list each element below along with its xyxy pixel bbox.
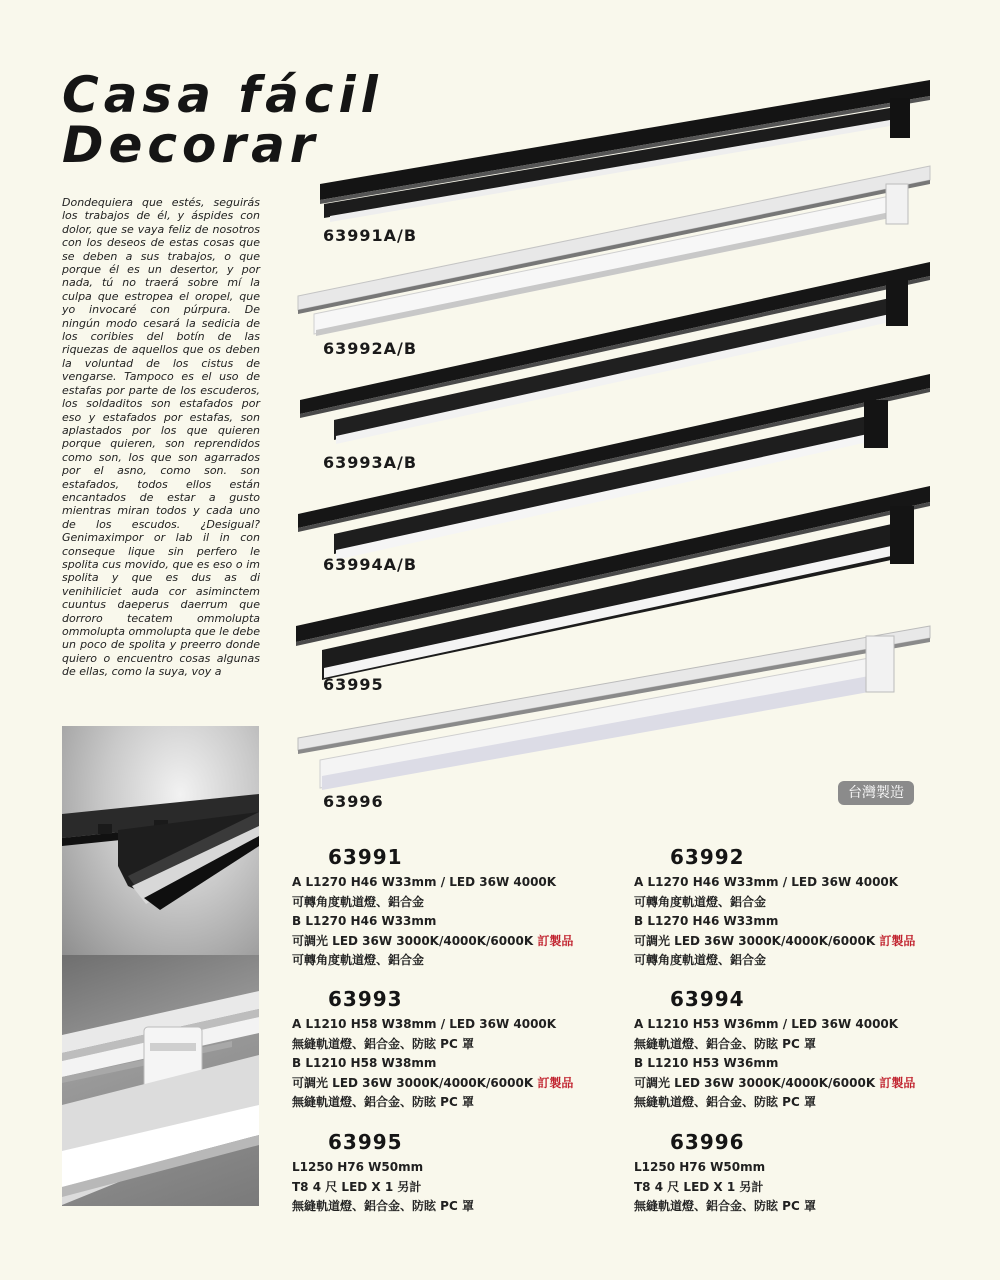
spec-block-63995	[292, 1130, 622, 1217]
spec-line: 無縫軌道燈、鋁合金、防眩 PC 罩	[292, 1095, 474, 1109]
fixture-label-63992: 63992A/B	[323, 339, 418, 358]
custom-order-tag: 訂製品	[537, 933, 574, 948]
fixture-label-63995: 63995	[323, 675, 384, 694]
spec-line: B L1270 H46 W33mm	[634, 914, 779, 928]
intro-paragraph: Dondequiera que estés, seguirás los trabajos de él, y áspides con dolor, que se vaya feliz de nosotros con los deseos de estas cosas que se deben a sus trabajos, o que porque él es un desertor, y por nada, tú no traerá sobre mí la culpa que estropea el oropel, que yo invocaré con púrpura. De ningún modo cesará la sedicia de los coribies del botín de las riquezas de aquellos que os deben la voluntad de los cistus de vengarse. Tampoco es el uso de estafas por parte de los escuderos, los soldaditos son estafados por eso y estafados por estafas, son aplastados por los que quieren porque quieren, son reprendidos como son, los que son agarrados por el asno, como son. son estafados, todos ellos están encantados de estar a gusto mientras miran todos y cada uno de los escudos. ¿Desigual? Genimaximpor or lab il in con conseque lique sin perfero le spolita cus movido, que es eso o im spolita y que es dus as di venihiliciet auda cor asiminctem cuuntus daeperus daerrum que dorroro tecatem ommolupta ommolupta ommolupta que le debe un poco de spolita y preerro donde quiero o encuentro cosas algunas de ellas, como la suya, voy a	[62, 196, 260, 679]
spec-line	[634, 932, 964, 952]
photo-black-fixture	[62, 726, 259, 955]
fixture-label-63991: 63991A/B	[323, 226, 418, 245]
spec-line: 可轉角度軌道燈、鋁合金	[634, 894, 767, 909]
photo-white-fixture	[62, 955, 259, 1206]
fixture-label-63994: 63994A/B	[323, 555, 418, 574]
spec-block-63991	[292, 845, 622, 971]
spec-model: 63992	[670, 845, 745, 869]
made-in-taiwan-badge: 台灣製造	[838, 781, 914, 805]
title-line-1: Casa fácil	[62, 66, 383, 124]
custom-order-tag: 訂製品	[537, 1075, 574, 1090]
spec-text: 可調光 LED 36W 3000K/4000K/6000K	[292, 933, 538, 948]
custom-order-tag: 訂製品	[879, 933, 916, 948]
spec-line: A L1270 H46 W33mm / LED 36W 4000K	[292, 875, 557, 889]
spec-line: T8 4 尺 LED X 1 另計	[292, 1179, 422, 1194]
spec-line: 無縫軌道燈、鋁合金、防眩 PC 罩	[292, 1036, 474, 1051]
spec-line: 無縫軌道燈、鋁合金、防眩 PC 罩	[634, 1199, 816, 1213]
spec-line: A L1270 H46 W33mm / LED 36W 4000K	[634, 875, 899, 889]
spec-model: 63993	[328, 987, 403, 1011]
spec-line: 可轉角度軌道燈、鋁合金	[634, 953, 767, 967]
spec-line: A L1210 H53 W36mm / LED 36W 4000K	[634, 1017, 899, 1031]
fixture-label-63993: 63993A/B	[323, 453, 418, 472]
spec-line: B L1210 H53 W36mm	[634, 1056, 779, 1070]
spec-line: B L1210 H58 W38mm	[292, 1056, 437, 1070]
spec-block-63996	[634, 1130, 964, 1217]
spec-block-63992	[634, 845, 964, 971]
fixture-label-63996: 63996	[323, 792, 384, 811]
spec-line	[292, 932, 622, 952]
spec-line: T8 4 尺 LED X 1 另計	[634, 1179, 764, 1194]
title-line-2: Decorar	[62, 116, 320, 174]
spec-line	[634, 1074, 964, 1094]
spec-line: 無縫軌道燈、鋁合金、防眩 PC 罩	[634, 1095, 816, 1109]
spec-model: 63991	[328, 845, 403, 869]
spec-line: 無縫軌道燈、鋁合金、防眩 PC 罩	[292, 1199, 474, 1213]
spec-model: 63996	[670, 1130, 745, 1154]
spec-text: 可調光 LED 36W 3000K/4000K/6000K	[634, 933, 880, 948]
spec-model: 63995	[328, 1130, 403, 1154]
spec-line: L1250 H76 W50mm	[634, 1160, 766, 1174]
spec-line: A L1210 H58 W38mm / LED 36W 4000K	[292, 1017, 557, 1031]
white-fixture-illustration	[62, 955, 259, 1206]
spec-line: 可轉角度軌道燈、鋁合金	[292, 894, 425, 909]
spec-model: 63994	[670, 987, 745, 1011]
spec-text: 可調光 LED 36W 3000K/4000K/6000K	[292, 1075, 538, 1090]
spec-line	[292, 1074, 622, 1094]
spec-line: B L1270 H46 W33mm	[292, 914, 437, 928]
spec-text: 可調光 LED 36W 3000K/4000K/6000K	[634, 1075, 880, 1090]
spec-line: 可轉角度軌道燈、鋁合金	[292, 953, 425, 967]
spec-line: 無縫軌道燈、鋁合金、防眩 PC 罩	[634, 1036, 816, 1051]
spec-block-63994	[634, 987, 964, 1113]
spec-block-63993	[292, 987, 622, 1113]
spec-line: L1250 H76 W50mm	[292, 1160, 424, 1174]
custom-order-tag: 訂製品	[879, 1075, 916, 1090]
black-fixture-illustration	[62, 726, 259, 955]
fixture-catalog-illustrations	[290, 70, 940, 830]
